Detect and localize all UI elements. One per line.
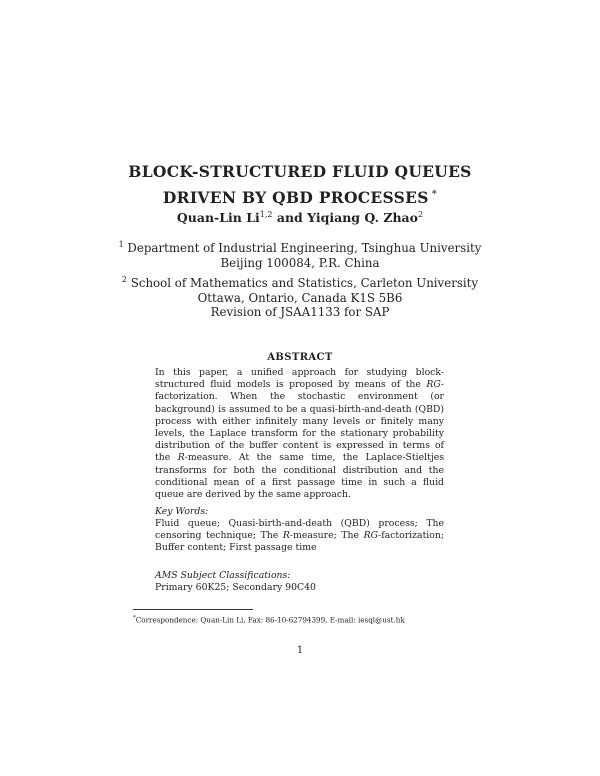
affiliation-2-department: School of Mathematics and Statistics, Carleton University [130,275,479,290]
title-line-2-text: DRIVEN BY QBD PROCESSES [162,188,429,207]
affiliation-1-line-1 [100,237,500,256]
abstract-text [155,367,444,501]
abstract-part-3: -measure. At the same time, the Laplace-Stieltjes transforms for both the conditional distribution and the conditional mean of a first passage time in such a fluid queue are derived by the same approach. [155,452,444,501]
keywords-r-symbol: R [282,530,290,542]
abstract-rg-symbol: RG [426,379,441,391]
affiliation-1-department: Department of Industrial Engineering, Tsinghua University [127,240,482,255]
abstract-heading: ABSTRACT [267,352,333,363]
affiliation-1-mark: 1 [118,240,124,249]
footnote-divider [133,609,253,610]
author-conjunction: and [276,210,303,226]
author-1-affiliation-mark: 1,2 [259,210,273,219]
title-footnote-mark: * [431,189,438,200]
paper-title [100,160,500,209]
author-2-name: Yiqiang Q. Zhao [307,210,418,226]
title-line-1: BLOCK-STRUCTURED FLUID QUEUES [128,162,472,181]
affiliation-2-line-2: Ottawa, Ontario, Canada K1S 5B6 [197,291,403,306]
abstract-r-symbol: R [177,452,185,464]
affiliation-1-line-2: Beijing 100084, P.R. China [220,256,380,271]
keywords-part-2: -measure; The [289,530,364,542]
correspondence-footnote [133,614,473,624]
author-list [100,210,500,225]
affiliations [100,237,500,307]
keywords-rg-symbol: RG [363,530,379,542]
keywords-text [155,518,444,555]
keywords-part-3: -factorization; Buffer content; First passage time [155,530,444,554]
keywords-part-1: Fluid queue; Quasi-birth-and-death (QBD) process; The censoring technique; The [155,518,444,542]
abstract-part-1: In this paper, a unified approach for studying block-structured fluid models is proposed by means of the [155,367,444,391]
ams-heading: AMS Subject Classifications: [155,570,291,581]
footnote-mark: * [133,615,136,621]
author-2-affiliation-mark: 2 [418,210,424,219]
title-line-2 [100,183,500,209]
ams-classifications: Primary 60K25; Secondary 90C40 [155,582,316,593]
revision-note: Revision of JSAA1133 for SAP [210,305,390,319]
affiliation-2-line-1 [100,272,500,291]
footnote-text: Correspondence: Quan-Lin Li, Fax: 86-10-62794399, E-mail: iesql@ust.hk [135,615,405,625]
abstract-part-2: -factorization. When the stochastic environment (or background) is assumed to be a quasi-birth-and-death (QBD) process with either infinitely many levels or finitely many levels, the Laplace transform for the stationary probability distribution of the buffer content is expressed in terms of the [155,379,444,464]
author-1-name: Quan-Lin Li [176,210,260,226]
page-number: 1 [296,645,304,656]
affiliation-2-mark: 2 [121,274,128,284]
keywords-heading: Key Words: [155,506,209,517]
